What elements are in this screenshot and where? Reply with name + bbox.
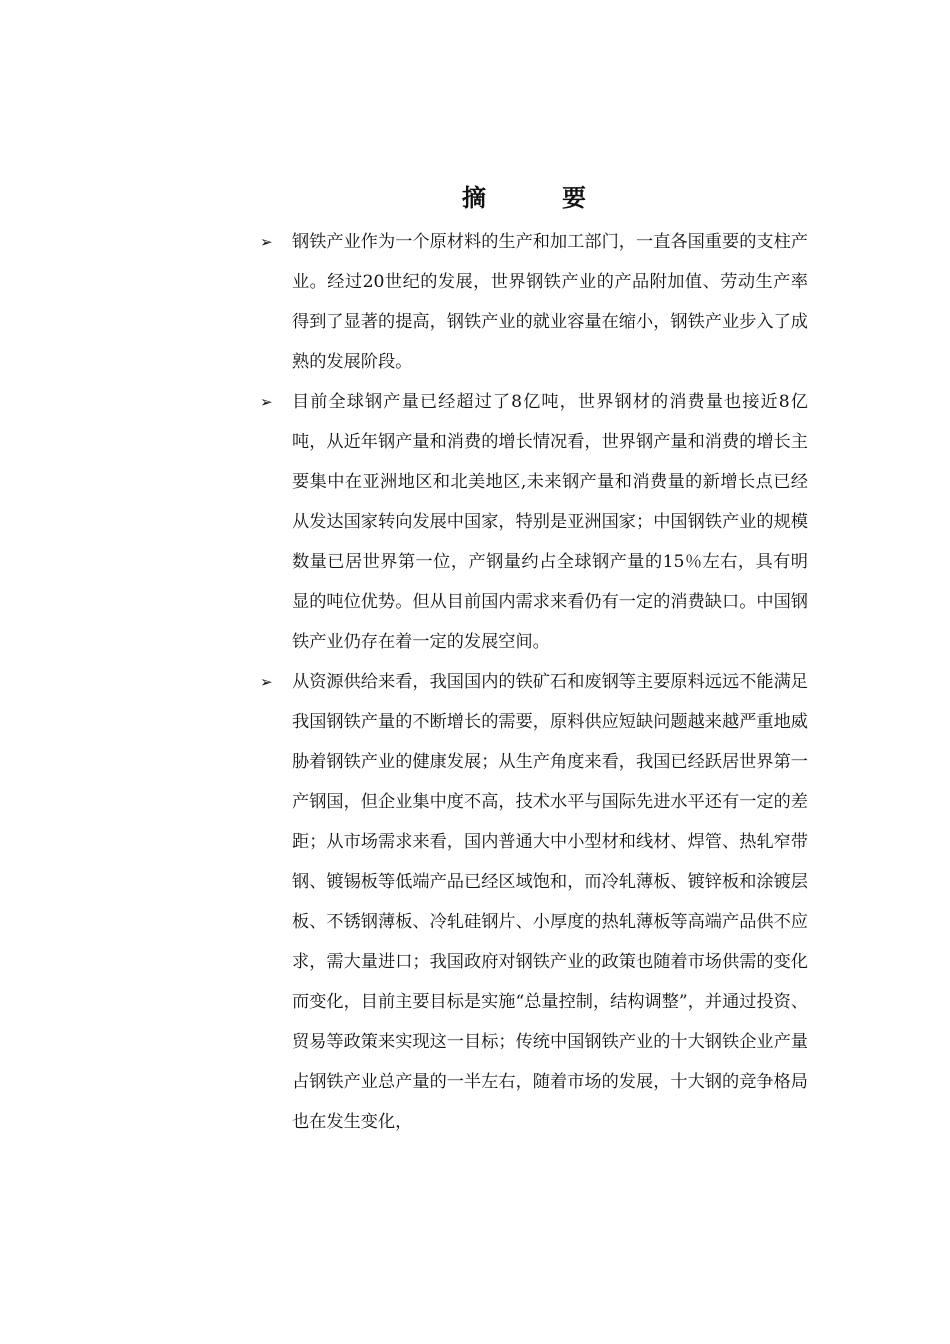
arrowhead-bullet-icon: ➢ xyxy=(260,233,273,251)
bullet-text-3: 从资源供给来看，我国国内的铁矿石和废钢等主要原料远远不能满足我国钢铁产量的不断增长的需要，原料供应短缺问题越来越严重地威胁着钢铁产业的健康发展；从生产角度来看，我国已经跃居世界第一产钢国，但企业集中度不高，技术水平与国际先进水平还有一定的差距；从市场需求来看，国内普通大中小型材和线材、焊管、热轧窄带钢、镀锡板等低端产品已经区域饱和，而冷轧薄板、镀锌板和涂镀层板、不锈钢薄板、冷轧硅钢片、小厚度的热轧薄板等高端产品供不应求，需大量进口；我国政府对钢铁产业的政策也随着市场供需的变化而变化，目前主要目标是实施“总量控制，结构调整”，并通过投资、贸易等政策来实现这一目标；传统中国钢铁产业的十大钢铁企业产量占钢铁产业总产量的一半左右，随着市场的发展，十大钢的竞争格局也在发生变化， xyxy=(292,672,809,1132)
bullet-item-2 xyxy=(260,382,808,662)
arrowhead-bullet-icon: ➢ xyxy=(260,393,273,411)
arrowhead-bullet-icon: ➢ xyxy=(260,673,273,691)
bullet-item-1 xyxy=(260,222,808,382)
bullet-text-1: 钢铁产业作为一个原材料的生产和加工部门，一直各国重要的支柱产业。经过20世纪的发展，世界钢铁产业的产品附加值、劳动生产率得到了显著的提高，钢铁产业的就业容量在缩小，钢铁产业步入了成熟的发展阶段。 xyxy=(292,232,808,372)
page-title: 摘 要 xyxy=(462,183,612,212)
abstract-bullet-list xyxy=(260,222,820,1142)
bullet-text-2: 目前全球钢产量已经超过了8亿吨，世界钢材的消费量也接近8亿吨，从近年钢产量和消费的增长情况看，世界钢产量和消费的增长主要集中在亚洲地区和北美地区,未来钢产量和消费量的新增长点已经从发达国家转向发展中国家，特别是亚洲国家；中国钢铁产业的规模数量已居世界第一位，产钢量约占全球钢产量的15％左右，具有明显的吨位优势。但从目前国内需求来看仍有一定的消费缺口。中国钢铁产业仍存在着一定的发展空间。 xyxy=(292,392,808,652)
bullet-item-3 xyxy=(260,662,808,1142)
